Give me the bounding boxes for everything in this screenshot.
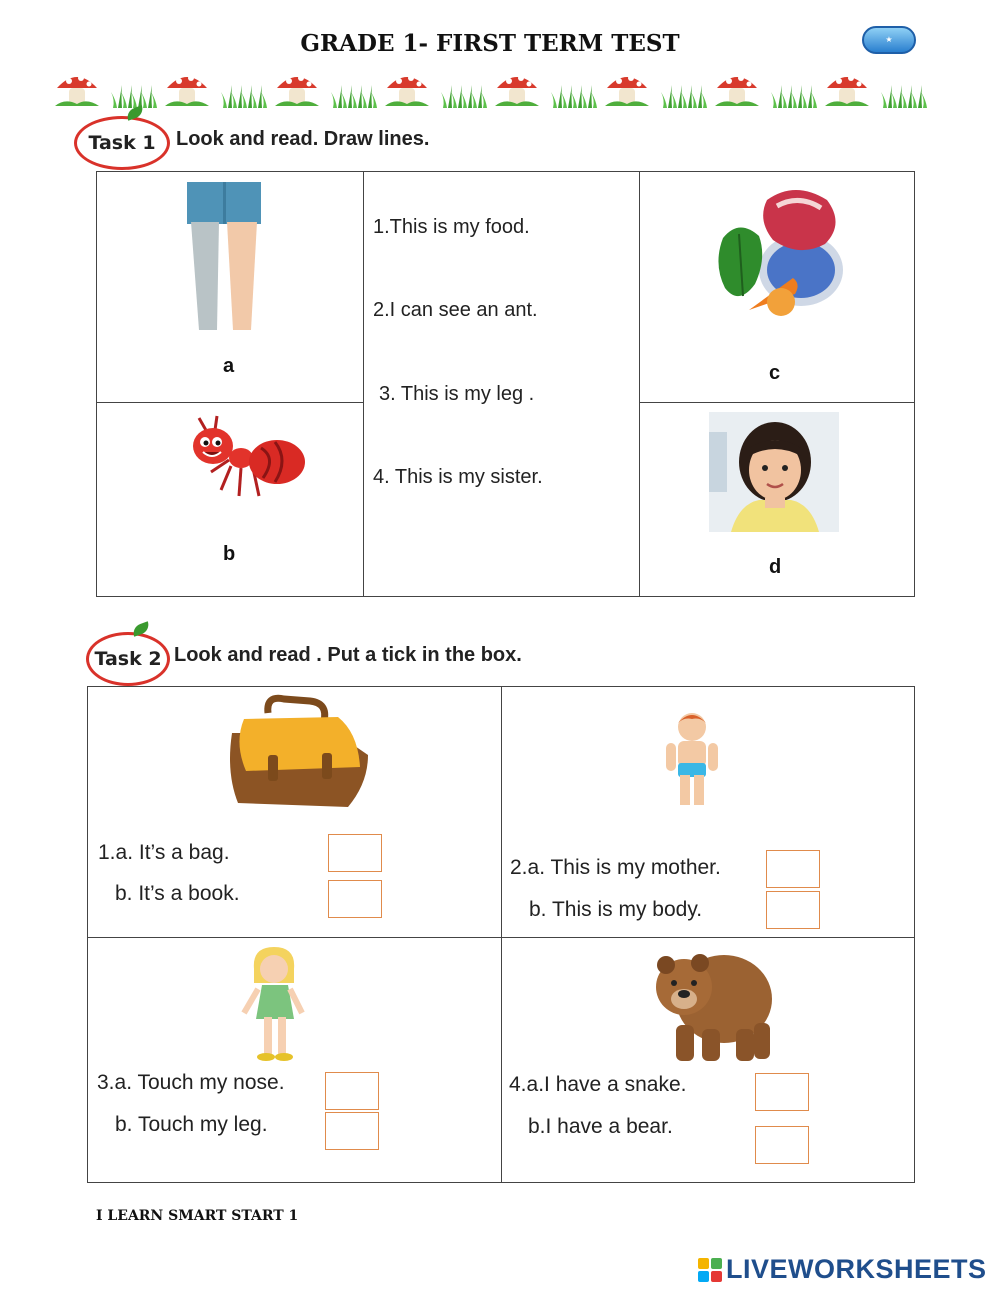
letter-d: d bbox=[769, 556, 782, 578]
task1-sentence-3: 3. This is my leg . bbox=[379, 383, 535, 405]
grass-icon bbox=[110, 72, 158, 108]
food-picture bbox=[709, 178, 849, 336]
task1-badge: Task 1 bbox=[88, 132, 156, 154]
task1-sentence-2: 2.I can see an ant. bbox=[373, 299, 538, 321]
grass-icon bbox=[440, 72, 488, 108]
item3-option-a: 3.a. Touch my nose. bbox=[97, 1071, 285, 1094]
item4-option-b: b.I have a bear. bbox=[528, 1115, 673, 1138]
girl-touching-picture bbox=[232, 943, 316, 1063]
task1-heading bbox=[74, 108, 429, 170]
item3-tick-box-a[interactable] bbox=[325, 1072, 379, 1110]
task2-heading bbox=[86, 624, 522, 686]
mushroom-icon bbox=[495, 70, 539, 108]
apple-icon bbox=[74, 108, 170, 170]
task1-table bbox=[96, 171, 915, 597]
mushroom-icon bbox=[55, 70, 99, 108]
mushroom-icon bbox=[385, 70, 429, 108]
mushroom-icon bbox=[825, 70, 869, 108]
task2-badge: Task 2 bbox=[94, 648, 162, 670]
ant-picture bbox=[185, 412, 311, 504]
grass-icon bbox=[220, 72, 268, 108]
letter-c: c bbox=[769, 362, 781, 384]
item1-option-a: 1.a. It’s a bag. bbox=[98, 841, 230, 864]
item4-tick-box-a[interactable] bbox=[755, 1073, 809, 1111]
item2-option-a: 2.a. This is my mother. bbox=[510, 856, 721, 879]
mushroom-icon bbox=[165, 70, 209, 108]
smart-start-logo: ★ bbox=[862, 26, 916, 54]
legs-picture bbox=[183, 182, 265, 332]
item3-tick-box-b[interactable] bbox=[325, 1112, 379, 1150]
grass-icon bbox=[770, 72, 818, 108]
item4-option-a: 4.a.I have a snake. bbox=[509, 1073, 687, 1096]
task2-instruction: Look and read . Put a tick in the box. bbox=[174, 643, 522, 666]
item2-tick-box-b[interactable] bbox=[766, 891, 820, 929]
girl-picture bbox=[709, 412, 839, 532]
item1-option-b: b. It’s a book. bbox=[115, 882, 240, 905]
liveworksheets-logo bbox=[698, 1254, 987, 1285]
item1-tick-box-a[interactable] bbox=[328, 834, 382, 872]
item2-option-b: b. This is my body. bbox=[529, 898, 703, 921]
letter-a: a bbox=[223, 355, 235, 377]
mushroom-icon bbox=[275, 70, 319, 108]
mushroom-icon bbox=[605, 70, 649, 108]
bag-picture bbox=[218, 693, 374, 811]
item4-tick-box-b[interactable] bbox=[755, 1126, 809, 1164]
liveworksheets-brand: LIVEWORKSHEETS bbox=[726, 1254, 987, 1284]
bear-picture bbox=[648, 939, 778, 1069]
item3-option-b: b. Touch my leg. bbox=[115, 1113, 268, 1136]
task1-instruction: Look and read. Draw lines. bbox=[176, 127, 430, 150]
task1-sentence-1: 1.This is my food. bbox=[373, 216, 530, 238]
apple-icon bbox=[86, 624, 170, 686]
grass-icon bbox=[550, 72, 598, 108]
decorative-border bbox=[55, 68, 935, 108]
grass-icon bbox=[660, 72, 708, 108]
task1-sentence-4: 4. This is my sister. bbox=[373, 466, 543, 488]
book-name: I LEARN SMART START 1 bbox=[96, 1208, 299, 1224]
mushroom-icon bbox=[715, 70, 759, 108]
boy-picture bbox=[656, 709, 728, 809]
grass-icon bbox=[880, 72, 928, 108]
grass-icon bbox=[330, 72, 378, 108]
item2-tick-box-a[interactable] bbox=[766, 850, 820, 888]
liveworksheets-blocks-icon bbox=[698, 1258, 722, 1282]
letter-b: b bbox=[223, 543, 236, 565]
task2-table bbox=[87, 686, 915, 1183]
item1-tick-box-b[interactable] bbox=[328, 880, 382, 918]
worksheet-title: GRADE 1- FIRST TERM TEST bbox=[300, 30, 680, 57]
